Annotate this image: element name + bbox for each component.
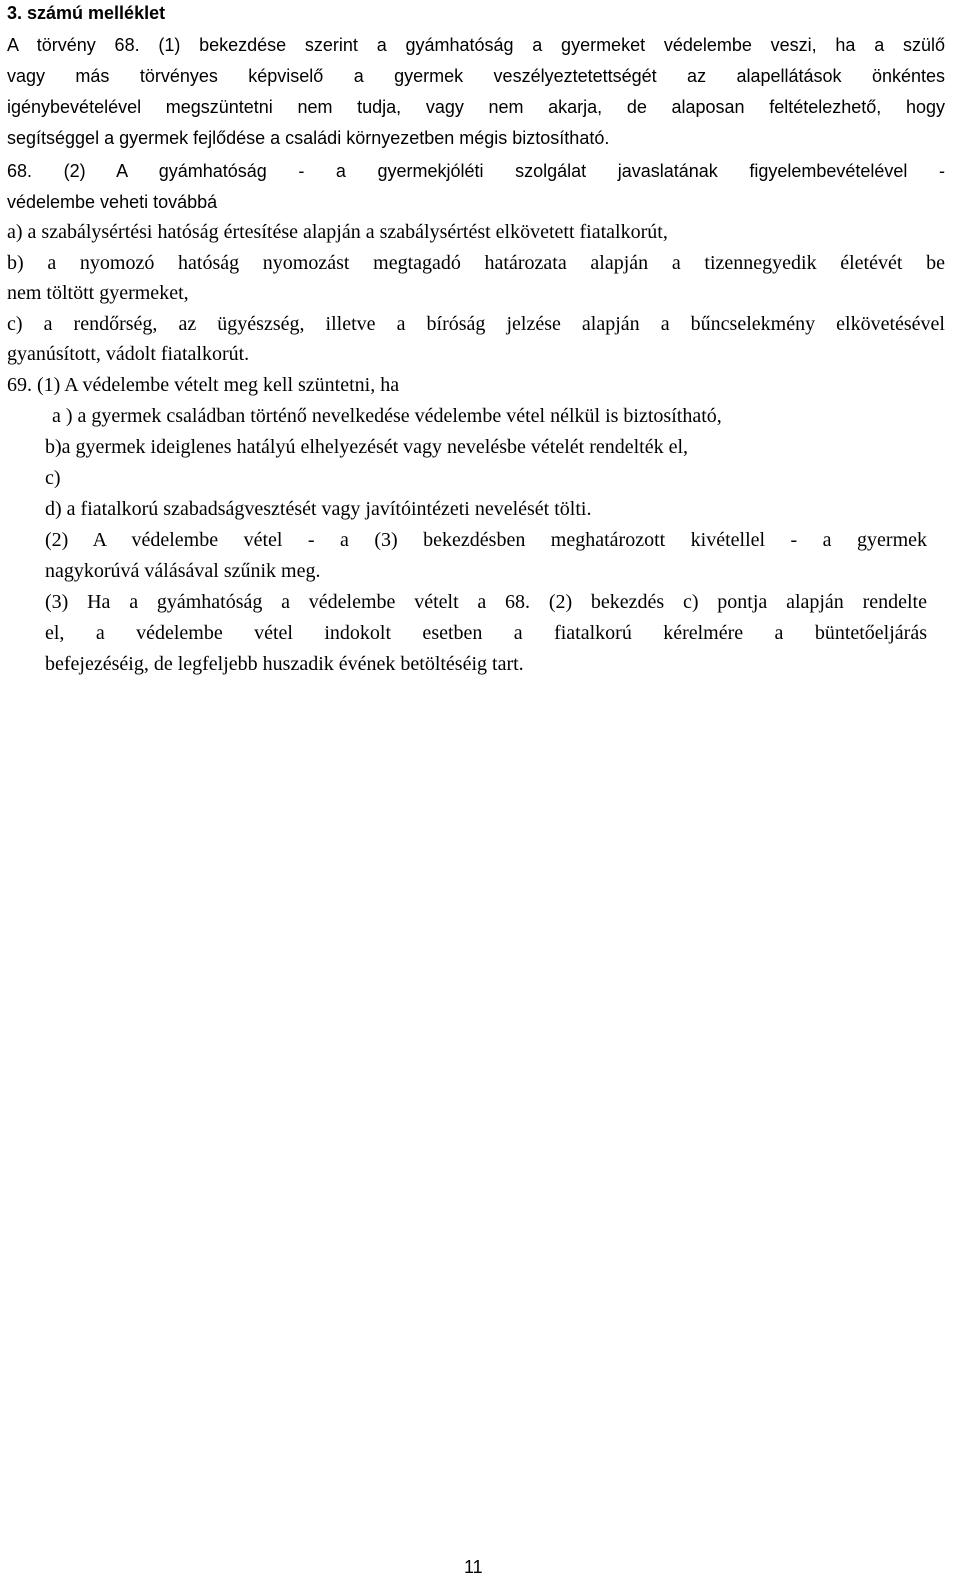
item-c-line: c) a rendőrség, az ügyészség, illetve a bíróság jelzése alapján a bűncselekmény elkövetésével — [7, 313, 945, 335]
section-69-item-d: d) a fiatalkorú szabadságvesztését vagy javítóintézeti nevelését tölti. — [45, 498, 592, 520]
intro-line: A törvény 68. (1) bekezdése szerint a gyámhatóság a gyermeket védelembe veszi, ha a szülő — [7, 35, 945, 55]
item-b-line-last: nem töltött gyermeket, — [7, 282, 189, 304]
item-c-line-last: gyanúsított, vádolt fiatalkorút. — [7, 343, 250, 365]
item-a: a) a szabálysértési hatóság értesítése alapján a szabálysértést elkövetett fiatalkorút, — [7, 221, 668, 243]
section-69-item-b: b)a gyermek ideiglenes hatályú elhelyezését vagy nevelésbe vételét rendelték el, — [45, 436, 689, 458]
section-69-paragraph-3 — [45, 587, 927, 649]
intro-line: igénybevételével megszüntetni nem tudja, vagy nem akarja, de alaposan feltételezhető, hogy — [7, 97, 945, 117]
section-69-paragraph-2 — [45, 525, 927, 556]
intro-paragraph — [7, 30, 945, 123]
section-69-p3-line: (3) Ha a gyámhatóság a védelembe vételt a 68. (2) bekezdés c) pontja alapján rendelte — [45, 591, 927, 613]
section-69-item-c: c) — [45, 467, 61, 489]
section-68-line: 68. (2) A gyámhatóság - a gyermekjóléti szolgálat javaslatának figyelembevételével - — [7, 161, 945, 181]
section-69-p3-line-last: befejezéséig, de legfeljebb huszadik évének betöltéséig tart. — [45, 653, 524, 675]
section-68-line-last: védelembe veheti továbbá — [7, 192, 218, 212]
section-69-p2-line-last: nagykorúvá válásával szűnik meg. — [45, 560, 321, 582]
intro-line: vagy más törvényes képviselő a gyermek veszélyeztetettségét az alapellátások önkéntes — [7, 66, 945, 86]
annex-heading: 3. számú melléklet — [7, 3, 166, 23]
intro-line-last: segítséggel a gyermek fejlődése a családi környezetben mégis biztosítható. — [7, 128, 610, 148]
section-68-paragraph — [7, 156, 945, 187]
item-c — [7, 309, 945, 339]
section-69-p2-line: (2) A védelembe vétel - a (3) bekezdésben meghatározott kivétellel - a gyermek — [45, 529, 927, 551]
section-69-heading: 69. (1) A védelembe vételt meg kell szüntetni, ha — [7, 374, 400, 396]
section-69-item-a: a ) a gyermek családban történő nevelkedése védelembe vétel nélkül is biztosítható, — [52, 405, 722, 427]
item-b-line: b) a nyomozó hatóság nyomozást megtagadó határozata alapján a tizennegyedik életévét be — [7, 252, 945, 274]
page-number: 11 — [464, 1557, 483, 1577]
section-69-p3-line: el, a védelembe vétel indokolt esetben a fiatalkorú kérelmére a büntetőeljárás — [45, 622, 927, 644]
item-b — [7, 248, 945, 278]
